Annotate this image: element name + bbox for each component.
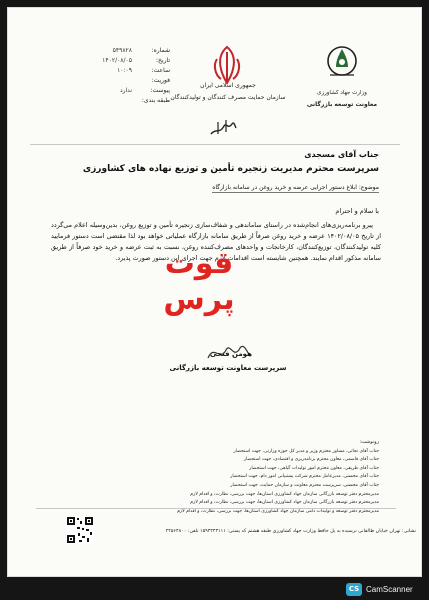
body-paragraph: پیرو برنامه‌ریزی‌های انجام‌شده در راستای ساماندهی و شفاف‌سازی زنجیره تأمین و توزیع روغن، بدین‌وسیله اعلام می‌گردد از تاریخ ۱۴۰۲/۰۸/۰۵ عرضه و خرید روغن صرفاً از طریق سامانه بازارگاه عملیاتی خواهد بود لذا مقتضی است دستور فرمایید کلیه تولیدکنندگان، توزیع‌کنندگان، کارخانجات و واحدهای مصرف‌کننده روغن، نسبت به ثبت عرضه و خرید خود صرفاً از طریق سامانه مذکور اقدام نمایند. همچنین شایسته است اقدامات لازم جهت اجرای این دستور صورت پذیرد. — [51, 221, 381, 262]
cc-item: جناب آقای ظریفی، معاون محترم امور تولیدات گیاهی، جهت استحضار — [249, 465, 379, 471]
letter-subject: موضوع: ابلاغ دستور اجرایی عرضه و خرید روغن در سامانه بازارگاه — [212, 184, 379, 191]
footer-address: نشانی: تهران خیابان طالقانی نرسیده به پل حافظ وزارت جهاد کشاورزی طبقه هشتم کد پستی: ۱۵۹۴۳۴۳۱۱۱ تلفن: ۲۴۵۶۴۸۰۰ — [165, 529, 416, 534]
header-divider — [30, 144, 400, 145]
letter-meta — [80, 46, 170, 106]
cc-item: مدیرمحترم دفتر توسعه بازرگانی سازمان جهاد کشاورزی استان‌ها، جهت بررسی، نظارت، و اقدام لازم — [190, 491, 379, 497]
organization-name: سازمان حمایت مصرف کنندگان و تولیدکنندگان — [170, 94, 286, 101]
cc-item: مدیرمحترم دفتر توسعه بازرگانی سازمان جهاد کشاورزی استان‌ها، جهت بررسی، نظارت، و اقدام لازم — [190, 500, 379, 506]
meta-row: پیوست: ندارد — [119, 87, 170, 94]
iran-emblem-icon — [207, 43, 247, 87]
footer-divider — [36, 508, 396, 509]
watermark-text: قوت پرس — [163, 246, 235, 317]
calligraphy-basmala-icon — [208, 116, 238, 140]
meta-row: ساعت: ۱۰:۰۹ — [117, 67, 170, 74]
cc-item: مدیرمحترم دفتر توسعه و تولیدات دامی سازمان جهاد کشاورزی استان‌ها، جهت بررسی، نظارت، و اقدام لازم — [177, 508, 379, 514]
letter-page — [8, 8, 421, 576]
meta-row: فوریت: — [151, 77, 170, 84]
cc-item: جناب آقای محسنی، سرپرست محترم معاونت و سازمان حمایت، جهت استحضار — [230, 482, 379, 488]
camscanner-watermark — [346, 582, 413, 596]
ministry-logo-icon — [322, 41, 362, 85]
greeting: با سلام و احترام — [335, 207, 379, 215]
cc-item: جناب آقای نجاتی، مشاور محترم وزیر و مدیر کل حوزه وزارتی، جهت استحضار — [233, 448, 379, 454]
recipient-title: سرپرست محترم مدیریت زنجیره تأمین و توزیع نهاده های کشاورزی — [82, 164, 379, 174]
country-name: جمهوری اسلامی ایران — [200, 82, 256, 89]
camscanner-logo-icon: CS — [346, 583, 362, 596]
qr-code-icon — [66, 516, 94, 544]
signer-title: سرپرست معاونت توسعه بازرگانی — [169, 364, 287, 372]
cc-list — [39, 438, 379, 516]
cc-title: رونوشت: — [359, 439, 379, 445]
meta-row: شماره: ۵۴۹۸۲۸ — [112, 47, 170, 54]
meta-row: تاریخ: ۱۴۰۲/۰۸/۰۵ — [102, 57, 170, 64]
cc-item: جناب آقای محسنی، مدیرعامل محترم شرکت پشتیبانی امور دام، جهت استحضار — [230, 474, 379, 480]
ministry-name: وزارت جهاد کشاورزی — [317, 90, 367, 96]
signer-name: هومن فتحی — [210, 350, 252, 358]
cc-item: جناب آقای قاسمی، معاون محترم برنامه‌ریزی و اقتصادی، جهت استحضار — [243, 457, 379, 463]
department-name: معاونت توسعه بازرگانی — [306, 101, 378, 108]
recipient-name: جناب آقای مسجدی — [304, 150, 379, 159]
meta-row: طبقه بندی: — [141, 97, 170, 104]
camscanner-label: CamScanner — [366, 584, 413, 594]
